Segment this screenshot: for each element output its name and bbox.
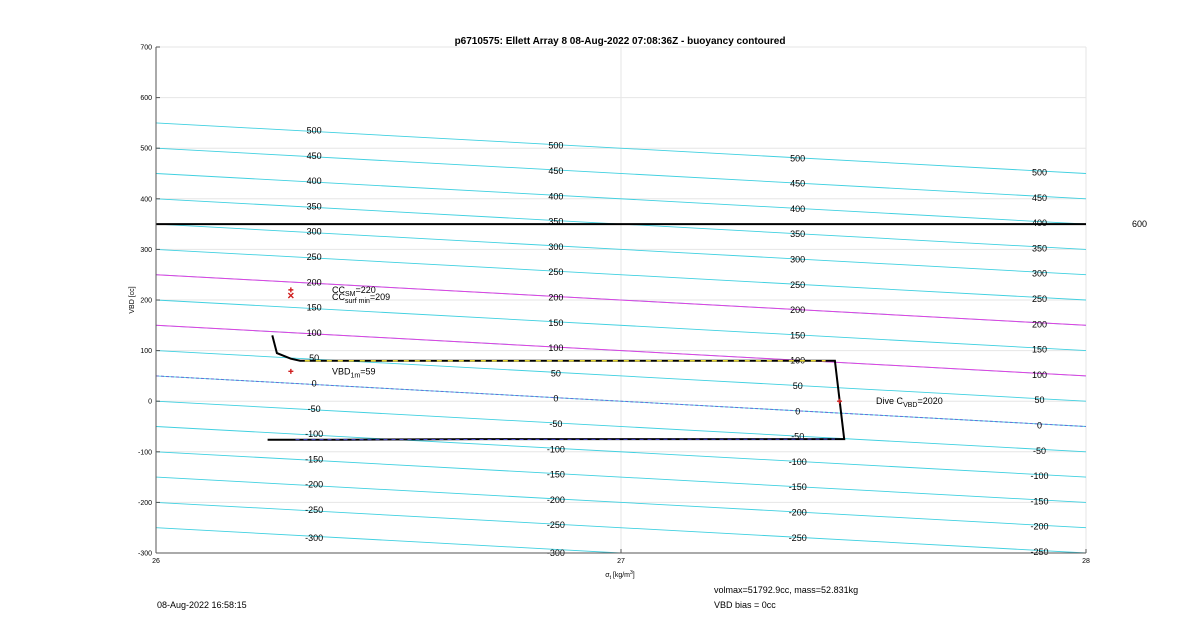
- contour-label-1-3: 350: [548, 216, 564, 227]
- contour-label-0-9: 50: [309, 353, 320, 364]
- contour-label-1-0: 500: [548, 140, 564, 151]
- contour-label-3-1: 450: [1031, 192, 1048, 203]
- footer-timestamp: 08-Aug-2022 16:58:15: [157, 600, 247, 610]
- annotation-0-sub: SM: [345, 290, 356, 298]
- contour-label-0-4: 300: [306, 226, 322, 237]
- contour-label-1-14: -200: [546, 494, 565, 505]
- x-tick-label-2: 28: [1082, 558, 1090, 565]
- svg-text:σt [kg/m3]: [605, 570, 635, 581]
- contour-label-3-6: 200: [1031, 319, 1048, 330]
- contour-label-0-10: 0: [311, 378, 317, 389]
- y-tick-label-6: 100: [140, 348, 152, 356]
- axes: [138, 45, 1090, 566]
- x-axis-label-sub: t: [609, 575, 611, 581]
- annotation-1-tail: =209: [369, 291, 391, 302]
- contour-label-2-4: 300: [790, 254, 806, 265]
- chart-title: p6710575: Ellett Array 8 08-Aug-2022 07:08:36Z - buoyancy contoured: [454, 36, 786, 47]
- contour-label-2-2: 400: [790, 203, 806, 214]
- contour-label-3-9: 50: [1034, 395, 1045, 406]
- contour-label-0-6: 200: [306, 277, 322, 288]
- contour-label-3-7: 150: [1031, 344, 1048, 355]
- contour-label-0-16: -300: [305, 532, 324, 543]
- contour-label-3-4: 300: [1031, 268, 1048, 279]
- contour-label-2-15: -250: [788, 532, 807, 543]
- y-tick-label-10: -300: [137, 550, 152, 558]
- contour-label-1-13: -150: [546, 469, 565, 480]
- y-axis-label: VBD [cc]: [129, 286, 136, 314]
- contour-label-2-1: 450: [790, 178, 806, 189]
- contour-label-0-11: -50: [307, 403, 321, 414]
- contour-label-2-0: 500: [790, 153, 806, 164]
- contour-label-3-13: -150: [1030, 496, 1049, 507]
- contour-label-0-15: -250: [305, 504, 324, 515]
- footer-vbd-bias: VBD bias = 0cc: [714, 600, 776, 610]
- annotation-2: [332, 366, 376, 379]
- marker-1: [288, 293, 293, 298]
- contour-label-3-5: 250: [1031, 293, 1048, 304]
- contour-label-3-14: -200: [1030, 521, 1049, 532]
- contour-label-2-8: 100: [790, 355, 806, 366]
- annotation-0-main: CC: [332, 284, 345, 295]
- annotation-3-sub: VBD: [903, 402, 918, 410]
- contour-label-2-7: 150: [790, 330, 806, 341]
- contour-label-3-15: -250: [1030, 546, 1049, 557]
- y-tick-label-7: 0: [148, 398, 152, 406]
- contour-label-2-12: -100: [788, 456, 807, 467]
- contour-label-1-5: 250: [548, 267, 564, 278]
- contour-label-2-13: -150: [788, 482, 807, 493]
- y-tick-label-3: 400: [140, 196, 152, 204]
- annotation-1-main: CC: [332, 291, 345, 302]
- x-tick-label-1: 27: [617, 558, 625, 565]
- contour-label-2-5: 250: [790, 279, 806, 290]
- x-axis-label: [605, 570, 635, 581]
- y-tick-label-4: 300: [140, 246, 152, 254]
- contour-label-3-12: -100: [1030, 471, 1049, 482]
- contour-label-3-10: 0: [1036, 420, 1043, 431]
- annotation-2-tail: =59: [360, 366, 376, 377]
- contour-label-0-5: 250: [306, 251, 322, 262]
- contour-labels: [305, 125, 1147, 558]
- annotation-1-sub: surf min: [345, 297, 370, 305]
- contour-label-1-2: 400: [548, 191, 564, 202]
- contour-label-0-13: -150: [305, 454, 324, 465]
- annotation-3-tail: =2020: [917, 396, 943, 407]
- annotation-2-main: VBD: [332, 366, 351, 377]
- y-tick-label-1: 600: [140, 95, 152, 103]
- contour-label-1-7: 150: [548, 317, 564, 328]
- contour-label-0-0: 500: [306, 125, 322, 136]
- marker-2: [288, 369, 293, 374]
- contour-label-1-12: -100: [546, 444, 565, 455]
- y-tick-label-0: 700: [140, 44, 152, 52]
- x-axis-label-sup: 3: [630, 570, 633, 576]
- contour-label-2-6: 200: [790, 305, 806, 316]
- x-axis-label-close: ]: [632, 572, 635, 579]
- x-tick-label-0: 26: [152, 558, 160, 565]
- contour-label-0-7: 150: [306, 302, 322, 313]
- contour-label-3-11: -50: [1032, 445, 1047, 456]
- y-tick-label-9: -200: [137, 499, 152, 507]
- y-tick-label-2: 500: [140, 145, 152, 153]
- contour-label-1-15: -250: [546, 520, 565, 531]
- contour-label-2-3: 350: [790, 229, 806, 240]
- contour-label-2-9: 50: [792, 381, 803, 392]
- contour-label-0-8: 100: [306, 327, 322, 338]
- annotation-3: [876, 396, 943, 409]
- x-axis-label-sigma: σ: [605, 572, 610, 579]
- contour-label-1-11: -50: [549, 418, 563, 429]
- contour-label-1-6: 200: [548, 292, 564, 303]
- footer-volmax: volmax=51792.9cc, mass=52.831kg: [714, 585, 859, 595]
- contour-label-3-8: 100: [1031, 369, 1048, 380]
- contour-label-0-1: 450: [306, 150, 322, 161]
- contour-label-1-1: 450: [548, 165, 564, 176]
- contour-label-2-14: -200: [788, 507, 807, 518]
- marker-3: [837, 399, 842, 404]
- y-tick-label-5: 200: [140, 297, 152, 305]
- annotation-3-main: Dive C: [876, 396, 904, 407]
- contour-label-1-10: 0: [553, 393, 559, 404]
- vbd-max-label: 600: [1132, 219, 1148, 230]
- annotation-0-tail: =220: [355, 284, 376, 295]
- contour-label-1-4: 300: [548, 241, 564, 252]
- x-axis-label-units: [kg/m: [610, 572, 631, 579]
- contour-label-0-12: -100: [305, 429, 324, 440]
- contour-label-1-8: 100: [548, 343, 564, 354]
- contour-label-2-11: -50: [791, 431, 805, 442]
- marker-0: [288, 287, 293, 292]
- contour-label-3-0: 500: [1031, 167, 1048, 178]
- contour-label-0-3: 350: [306, 201, 322, 212]
- contour-label-0-14: -200: [305, 479, 324, 490]
- contour-label-2-10: 0: [795, 406, 801, 417]
- contour-label-1-16: -300: [546, 548, 565, 558]
- contour-label-0-2: 400: [306, 176, 322, 187]
- contour-label-3-3: 350: [1031, 243, 1048, 254]
- annotation-2-sub: 1m: [350, 372, 361, 380]
- contour-label-1-9: 50: [550, 368, 561, 379]
- contour-label-3-2: 400: [1031, 218, 1048, 229]
- y-tick-label-8: -100: [137, 449, 152, 457]
